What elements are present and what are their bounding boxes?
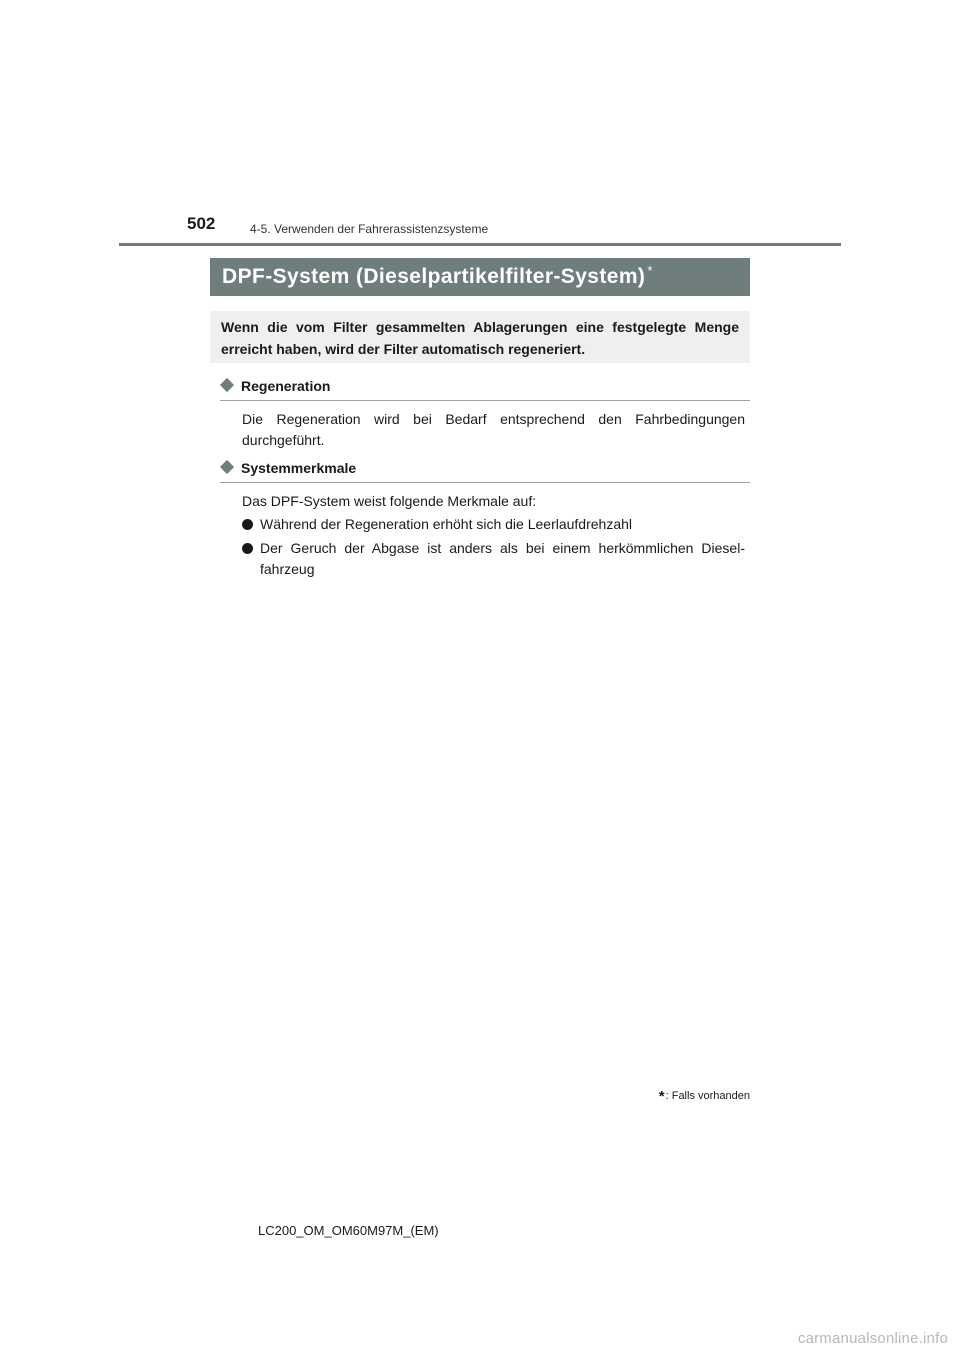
section-title-banner: [210, 258, 750, 296]
regeneration-paragraph: Die Regeneration wird bei Bedarf entsprechend den Fahrbedingungen durchgeführt.: [242, 411, 745, 448]
bullet-dot-icon: [242, 543, 253, 554]
diamond-bullet-icon: [220, 378, 234, 392]
page-number: 502: [187, 214, 216, 233]
asterisk-icon: *: [658, 1088, 665, 1105]
list-item-text: Der Geruch der Abgase ist anders als bei einem herkömmlichen Diesel-fahrzeug: [260, 540, 745, 577]
section-title: DPF-System (Dieselpartikelfilter-System): [222, 265, 646, 288]
chapter-title: 4-5. Verwenden der Fahrerassistenzsysteme: [250, 222, 489, 236]
features-intro-paragraph: Das DPF-System weist folgende Merkmale auf:: [242, 493, 537, 509]
bullet-dot-icon: [242, 519, 253, 530]
list-item: [242, 514, 745, 535]
intro-summary-text: Wenn die vom Filter gesammelten Ablagerungen eine festgelegte Menge erreicht haben, wird der Filter automatisch regeneriert.: [221, 319, 739, 357]
intro-summary-box: [210, 311, 750, 363]
list-item-text: Während der Regeneration erhöht sich die Leerlaufdrehzahl: [260, 516, 633, 532]
subheading-regeneration-label: Regeneration: [241, 378, 331, 394]
footnote-text: : Falls vorhanden: [665, 1090, 750, 1102]
header-divider: [119, 243, 841, 246]
subheading-system-features: [220, 460, 750, 483]
optional-equipment-mark: *: [647, 263, 653, 278]
list-item: [242, 538, 745, 580]
watermark: carmanualsonline.info: [797, 1330, 948, 1347]
subheading-regeneration: [220, 378, 750, 401]
document-code: LC200_OM_OM60M97M_(EM): [258, 1223, 439, 1238]
diamond-bullet-icon: [220, 460, 234, 474]
footnote: [659, 1088, 750, 1105]
subheading-system-features-label: Systemmerkmale: [241, 460, 357, 476]
